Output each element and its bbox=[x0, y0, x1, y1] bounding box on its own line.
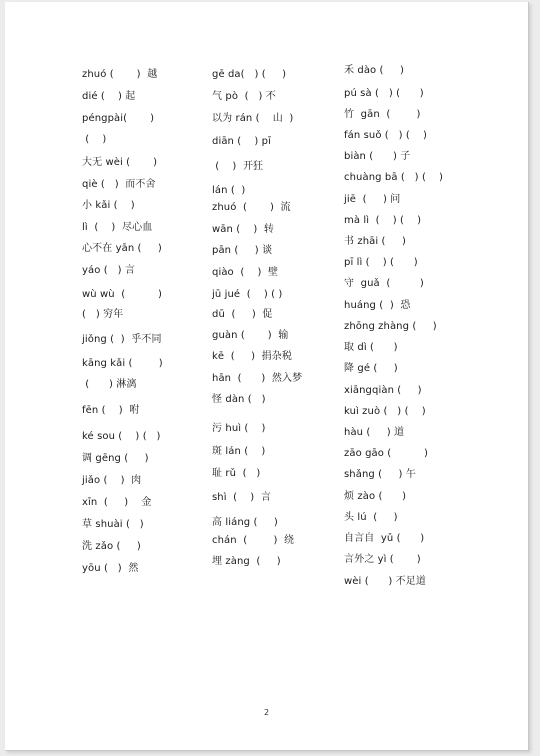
entry-line: qiào ( ) 壁 bbox=[212, 267, 279, 278]
entry-line: hān ( ) 然入梦 bbox=[212, 373, 303, 384]
entry-line: pān ( ) 谈 bbox=[212, 245, 273, 256]
entry-line: shǎng ( ) 午 bbox=[344, 469, 416, 480]
entry-line: 草 shuài ( ) bbox=[82, 519, 144, 530]
entry-line: kē ( ) 捐杂税 bbox=[212, 351, 292, 362]
entry-line: 书 zhāi ( ) bbox=[344, 236, 406, 247]
entry-line: kāng kǎi ( ) bbox=[82, 358, 163, 369]
entry-line: zāo gāo ( ) bbox=[344, 448, 429, 459]
entry-line: lán ( ) bbox=[212, 185, 246, 196]
entry-line: fán suǒ ( ) ( ) bbox=[344, 130, 428, 141]
entry-line: biàn ( ) 子 bbox=[344, 151, 411, 162]
entry-line: 小 kǎi ( ) bbox=[82, 200, 135, 211]
entry-line: wù wù ( ) bbox=[82, 289, 163, 300]
entry-line: 大无 wèi ( ) bbox=[82, 157, 158, 168]
entry-line: 竹 gān ( ) bbox=[344, 109, 421, 120]
entry-line: 气 pò ( ) 不 bbox=[212, 91, 276, 102]
entry-line: wèi ( ) 不足道 bbox=[344, 576, 426, 587]
entry-line: huáng ( ) 恐 bbox=[344, 300, 411, 311]
entry-line: 自言自 yǔ ( ) bbox=[344, 533, 425, 544]
entry-line: 心不在 yān ( ) bbox=[82, 243, 162, 254]
entry-line: 取 dì ( ) bbox=[344, 342, 398, 353]
entry-line: pú sà ( ) ( ) bbox=[344, 88, 424, 99]
entry-line: kuì zuò ( ) ( ) bbox=[344, 406, 426, 417]
page-number: 2 bbox=[263, 708, 270, 717]
entry-line: fēn ( ) 咐 bbox=[82, 405, 140, 416]
entry-line: zhuó ( ) 越 bbox=[82, 69, 158, 80]
entry-line: zhuó ( ) 流 bbox=[212, 202, 291, 213]
entry-line: jiǒng ( ) 乎不同 bbox=[82, 334, 162, 345]
entry-line: mà lì ( ) ( ) bbox=[344, 215, 422, 226]
entry-line: 降 gé ( ) bbox=[344, 363, 398, 374]
entry-line: 守 guǎ ( ) bbox=[344, 278, 424, 289]
entry-line: guàn ( ) 输 bbox=[212, 330, 289, 341]
entry-line: wān ( ) 转 bbox=[212, 224, 274, 235]
entry-line: chán ( ) 绕 bbox=[212, 535, 295, 546]
entry-line: 烦 zào ( ) bbox=[344, 491, 407, 502]
entry-line: xīn ( ) 金 bbox=[82, 497, 152, 508]
entry-line: gē da( ) ( ) bbox=[212, 69, 287, 80]
entry-line: dié ( ) 起 bbox=[82, 91, 136, 102]
entry-line: 以为 rán ( 山 ) bbox=[212, 113, 294, 124]
entry-line: diān ( ) pī bbox=[212, 136, 271, 147]
entry-line: 怪 dàn ( ) bbox=[212, 394, 266, 405]
entry-line: jiǎo ( ) 肉 bbox=[82, 475, 142, 486]
entry-line: ké sou ( ) ( ) bbox=[82, 431, 161, 442]
entry-line: 洗 zǎo ( ) bbox=[82, 541, 141, 552]
entry-line: shì ( ) 言 bbox=[212, 492, 271, 503]
entry-line: hàu ( ) 道 bbox=[344, 427, 405, 438]
entry-line: ( ) 淋漓 bbox=[82, 379, 137, 390]
entry-line: 斑 lán ( ) bbox=[212, 446, 266, 457]
entry-line: xiāngqiàn ( ) bbox=[344, 385, 422, 396]
entry-line: yáo ( ) 言 bbox=[82, 265, 135, 276]
entry-line: yōu ( ) 然 bbox=[82, 563, 139, 574]
entry-line: chuàng bā ( ) ( ) bbox=[344, 172, 444, 183]
entry-line: ( ) 开狂 bbox=[212, 161, 264, 172]
entry-line: 污 huì ( ) bbox=[212, 423, 266, 434]
entry-line: ( ) bbox=[82, 134, 107, 145]
entry-line: 头 lú ( ) bbox=[344, 512, 398, 523]
entry-line: 高 liáng ( ) bbox=[212, 517, 278, 528]
entry-line: dū ( ) 促 bbox=[212, 309, 273, 320]
entry-line: 调 gēng ( ) bbox=[82, 453, 149, 464]
entry-line: pī lì ( ) ( ) bbox=[344, 257, 418, 268]
entry-line: 言外之 yì ( ) bbox=[344, 554, 421, 565]
entry-line: 禾 dào ( ) bbox=[344, 65, 404, 76]
entry-line: péngpài( ) bbox=[82, 113, 155, 124]
document-page bbox=[5, 2, 529, 751]
entry-line: jiē ( ) 问 bbox=[344, 194, 401, 205]
entry-line: jū jué ( ) ( ) bbox=[212, 289, 283, 300]
entry-line: 耻 rǔ ( ) bbox=[212, 468, 261, 479]
entry-line: ( ) 穷年 bbox=[82, 309, 124, 320]
entry-line: 埋 zàng ( ) bbox=[212, 556, 281, 567]
entry-line: qiè ( ) 而不舍 bbox=[82, 179, 156, 190]
entry-line: zhōng zhàng ( ) bbox=[344, 321, 437, 332]
entry-line: lì ( ) 尽心血 bbox=[82, 222, 153, 233]
